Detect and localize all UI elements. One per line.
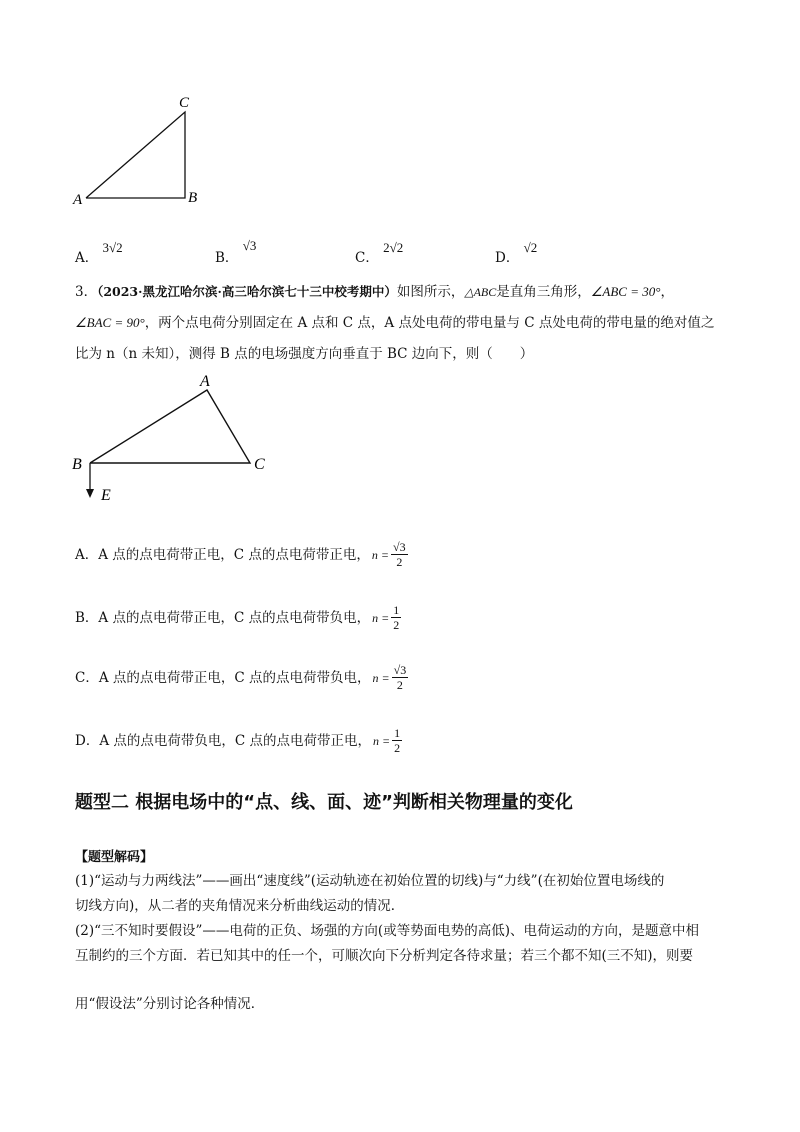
- section-p1-line-1: (1)“运动与力两线法”——画出“速度线”(运动轨迹在初始位置的切线)与“力线”(在初始位置电场线的: [75, 873, 665, 889]
- section-title: 题型二 根据电场中的“点、线、面、迹”判断相关物理量的变化: [75, 792, 573, 813]
- q3-option-c-num: √3: [393, 663, 407, 677]
- q3-line-1: [75, 282, 674, 302]
- q3-option-c-den: 2: [396, 678, 403, 692]
- section-p2-line-1: (2)“三不知时要假设”——电荷的正负、场强的方向(或等势面电势的高低)、电荷运动的方向，是题意中相: [75, 923, 699, 939]
- q3-option-d-n: n =: [373, 733, 391, 748]
- q3-option-b-den: 2: [393, 618, 400, 632]
- q3-text-3: 比为 n（n 未知），测得 B 点的电场强度方向垂直于 BC 边向下，则（ ）: [75, 346, 534, 362]
- q3-option-b-fraction: [391, 603, 401, 632]
- q3-option-a-den: 2: [396, 555, 403, 569]
- figure-triangle-1: [60, 90, 220, 215]
- q3-option-c: [75, 663, 408, 692]
- q2-option-a: [75, 240, 123, 266]
- q3-option-d-letter: D．: [75, 732, 100, 749]
- section-p1-line-2: 切线方向)，从二者的夹角情况来分析曲线运动的情况．: [75, 898, 405, 914]
- q3-triangle: △ABC: [464, 285, 497, 299]
- section-p2-line-3: 用“假设法”分别讨论各种情况．: [75, 996, 265, 1012]
- q2-option-c-value: 2√2: [383, 240, 404, 255]
- triangle-1-edges: [86, 112, 185, 198]
- triangle-2-label-b: B: [72, 456, 82, 473]
- q3-text-1b: 是直角三角形，: [496, 284, 591, 300]
- q3-option-c-text: A 点的点电荷带正电，C 点的点电荷带负电，: [98, 669, 371, 686]
- q2-option-b-value: √3: [242, 238, 257, 253]
- q2-option-d-letter: D．: [495, 250, 520, 266]
- q2-option-b: [215, 238, 257, 266]
- q3-option-d-num: 1: [394, 726, 401, 740]
- q2-option-a-value: 3√2: [102, 240, 123, 255]
- q2-option-b-letter: B．: [215, 250, 239, 266]
- q3-line-2: [75, 313, 714, 333]
- q3-option-d-fraction: [392, 726, 402, 755]
- e-field-arrow-head: [86, 489, 94, 498]
- q3-angle-abc: ∠ABC = 30°: [590, 284, 661, 299]
- section-tag: 【题型解码】: [75, 850, 154, 865]
- triangle-1-label-b: B: [188, 190, 198, 206]
- q2-option-a-letter: A．: [75, 250, 99, 266]
- q3-option-b-num: 1: [393, 603, 400, 617]
- q3-angle-bac: ∠BAC = 90°: [75, 315, 145, 330]
- q3-option-b-text: A 点的点电荷带正电，C 点的点电荷带负电，: [98, 609, 371, 626]
- q2-option-c-letter: C．: [355, 250, 379, 266]
- q3-option-b-letter: B．: [75, 609, 99, 626]
- q3-option-d: [75, 726, 402, 755]
- q3-line-3: [75, 344, 533, 364]
- q3-option-c-n: n =: [372, 670, 390, 685]
- q3-option-a-fraction: [391, 540, 408, 569]
- q3-option-c-fraction: [392, 663, 409, 692]
- q3-option-a-num: √3: [393, 540, 406, 554]
- q3-option-a: [75, 540, 408, 569]
- q3-option-d-text: A 点的点电荷带负电，C 点的点电荷带正电，: [99, 732, 371, 749]
- q3-option-d-den: 2: [394, 741, 401, 755]
- triangle-1-label-a: A: [73, 192, 83, 208]
- q3-option-c-letter: C．: [75, 669, 99, 686]
- q3-option-b: [75, 603, 401, 632]
- q3-option-a-letter: A．: [75, 546, 99, 563]
- q3-comma: ，: [660, 284, 674, 300]
- triangle-2-label-c: C: [254, 456, 265, 473]
- q3-option-a-n: n =: [371, 547, 390, 562]
- triangle-2-label-e: E: [101, 487, 111, 504]
- section-p2-line-2: 互制约的三个方面．若已知其中的任一个，可顺次向下分析判定各待求量；若三个都不知(三不知)，则要: [75, 948, 694, 964]
- triangle-2-label-a: A: [200, 373, 210, 390]
- triangle-1-label-c: C: [179, 95, 190, 111]
- q3-text-2: ，两个点电荷分别固定在 A 点和 C 点，A 点处电荷的带电量与 C 点处电荷的带电量的绝对值之: [144, 315, 715, 331]
- q3-text-1a: 如图所示，: [396, 284, 465, 300]
- q2-option-d: [495, 240, 538, 266]
- q2-option-c: [355, 240, 404, 266]
- q3-source: （2023·黑龙江哈尔滨·高三哈尔滨七十三中校考期中）: [97, 284, 397, 299]
- figure-triangle-2: [65, 370, 285, 510]
- q3-option-a-text: A 点的点电荷带正电，C 点的点电荷带正电，: [98, 546, 370, 563]
- q2-option-d-value: √2: [523, 240, 538, 255]
- q3-option-b-n: n =: [372, 610, 390, 625]
- q3-number: 3．: [75, 284, 98, 300]
- triangle-2-edges: [90, 390, 250, 463]
